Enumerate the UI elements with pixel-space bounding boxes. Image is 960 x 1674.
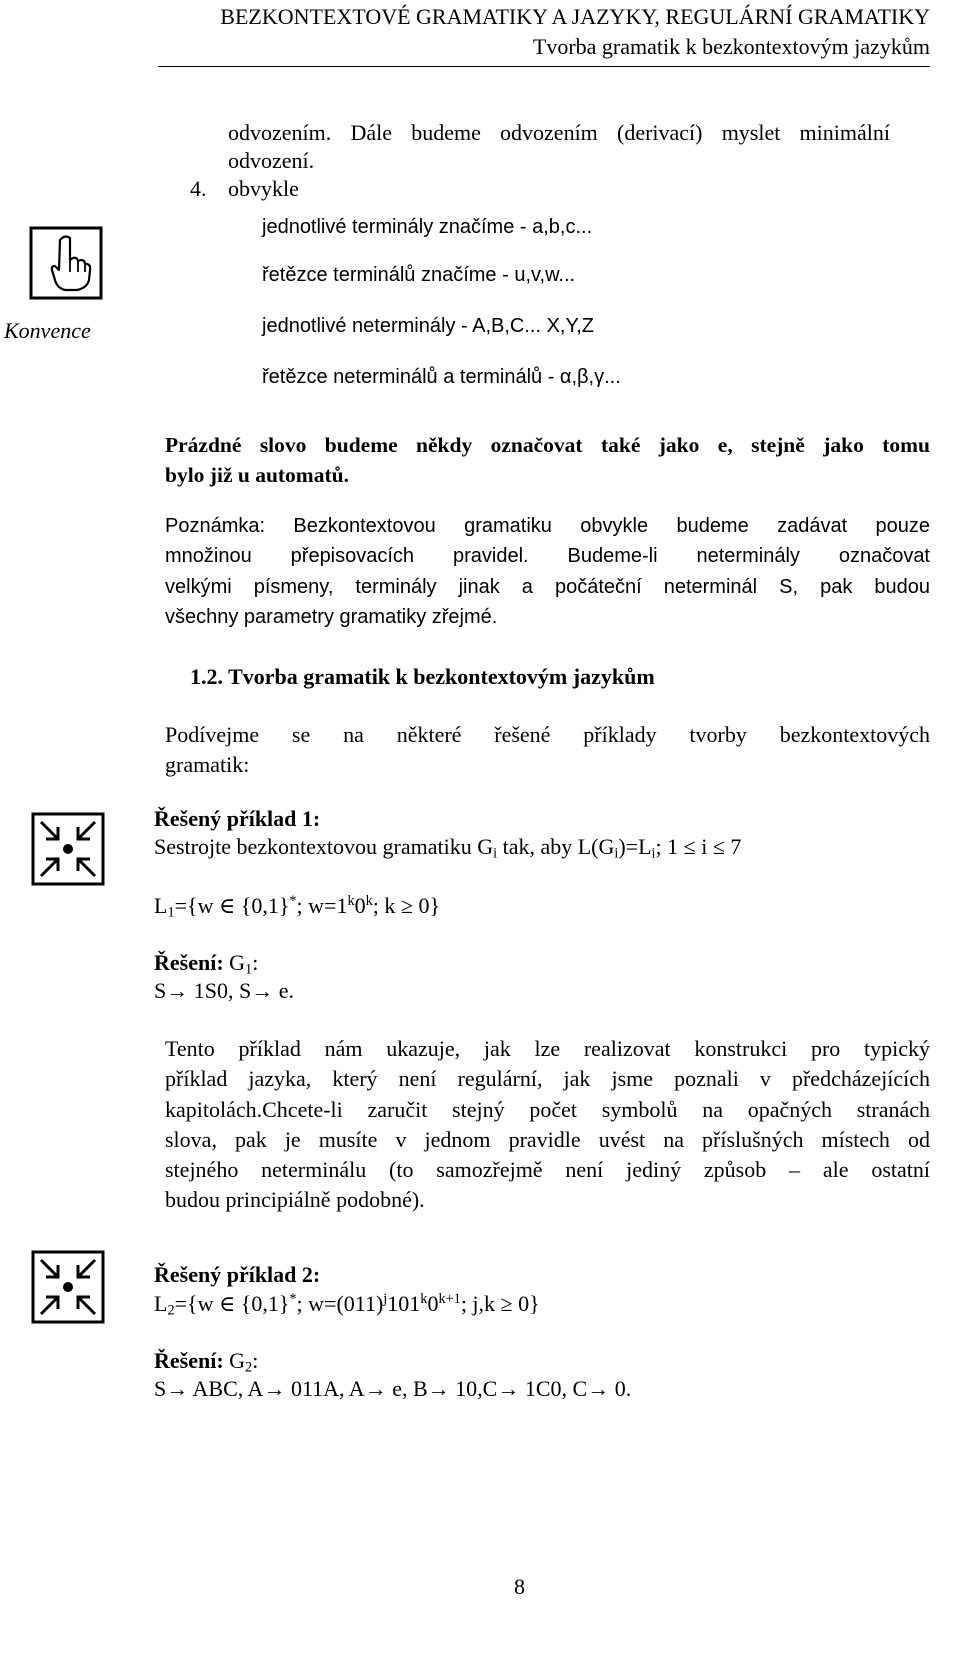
example-1-task: Sestrojte bezkontextovou gramatiku $G_i$ tak, aby $L(G_i)=L_i$; 1 ≤ i ≤ 7 (154, 834, 742, 862)
converging-arrows-icon (31, 1250, 105, 1324)
header-subtitle: Tvorba gramatik k bezkontextovým jazykům (532, 34, 930, 59)
section-intro-line-2: gramatik: (165, 752, 250, 778)
list-text: obvykle (228, 176, 299, 201)
explanation-line: Tento příklad nám ukazuje, jak lze realizovat konstrukci pro typický (165, 1036, 930, 1061)
list-number: 4. (190, 176, 207, 201)
empty-word-line-1: Prázdné slovo budeme někdy označovat také jako e, stejně jako tomu (165, 433, 930, 457)
conventions-caption: Konvence (4, 318, 91, 343)
header-rule (158, 66, 930, 67)
note-line: množinou přepisovacích pravidel. Budeme-li neterminály označovat (165, 545, 930, 568)
section-intro-line-1: Podívejme se na některé řešené příklady tvorby bezkontextových (165, 722, 930, 747)
header-title: BEZKONTEXTOVÉ GRAMATIKY A JAZYKY, REGULÁRNÍ GRAMATIKY (220, 4, 930, 29)
empty-word-paragraph (165, 430, 930, 491)
section-intro (165, 720, 930, 781)
example-2-rules: S→ ABC, A→ 011A, A→ e, B→ 10,C→ 1C0, C→ 0. (154, 1376, 632, 1401)
convention-line: řetězce terminálů značíme - u,v,w... (262, 264, 576, 286)
explanation-line: slova, pak je musíte v jednom pravidle uvést na příslušných místech od (165, 1126, 930, 1152)
explanation-line: stejného neterminálu (to samozřejmě není jediný způsob – ale ostatní (165, 1157, 930, 1183)
example-1-solution: Řešení: $G_1$: (154, 950, 259, 978)
pointing-hand-icon (29, 226, 103, 300)
example-1-title: Řešený příklad 1: (154, 806, 321, 831)
empty-word-line-2: bylo již u automatů. (165, 463, 349, 488)
example-2-language: $L_2=\{w$ ∈ {0,1}*; $w=(011)^j101^k0^{k+1}$; j,k ≥ 0} (154, 1291, 540, 1319)
explanation-line: příklad jazyka, který není regulární, jak jsme poznali v předcházejících (165, 1066, 930, 1092)
example-1-explanation (165, 1034, 930, 1216)
convention-line: jednotlivé terminály značíme - a,b,c... (262, 216, 593, 238)
explanation-line: budou principiálně podobné). (165, 1187, 425, 1213)
example-2-title: Řešený příklad 2: (154, 1262, 321, 1287)
explanation-line: kapitolách.Chcete-li zaručit stejný počet symbolů na opačných stranách (165, 1096, 930, 1122)
convention-line: řetězce neterminálů a terminálů - α,β,γ... (262, 366, 621, 388)
intro-line-1: odvozením. Dále budeme odvozením (derivací) myslet minimální (228, 120, 890, 145)
example-1-rules: S→ 1S0, S→ e. (154, 978, 294, 1003)
example-2-solution: Řešení: $G_2$: (154, 1348, 259, 1376)
example-1-language: $L_1=\{w$ ∈ {0,1}*; $w=1^k0^k$; k ≥ 0} (154, 893, 441, 921)
note-line: velkými písmeny, terminály jinak a počáteční neterminál S, pak budou (165, 575, 930, 598)
intro-line-2: odvození. (228, 148, 315, 173)
converging-arrows-icon (31, 812, 105, 886)
section-title: 1.2. Tvorba gramatik k bezkontextovým jazykům (190, 664, 655, 689)
page-number: 8 (514, 1574, 525, 1599)
note-paragraph (165, 511, 930, 632)
convention-line: jednotlivé neterminály - A,B,C... X,Y,Z (262, 315, 595, 337)
note-line: všechny parametry gramatiky zřejmé. (165, 605, 498, 628)
note-line: Poznámka: Bezkontextovou gramatiku obvykle budeme zadávat pouze (165, 515, 930, 537)
